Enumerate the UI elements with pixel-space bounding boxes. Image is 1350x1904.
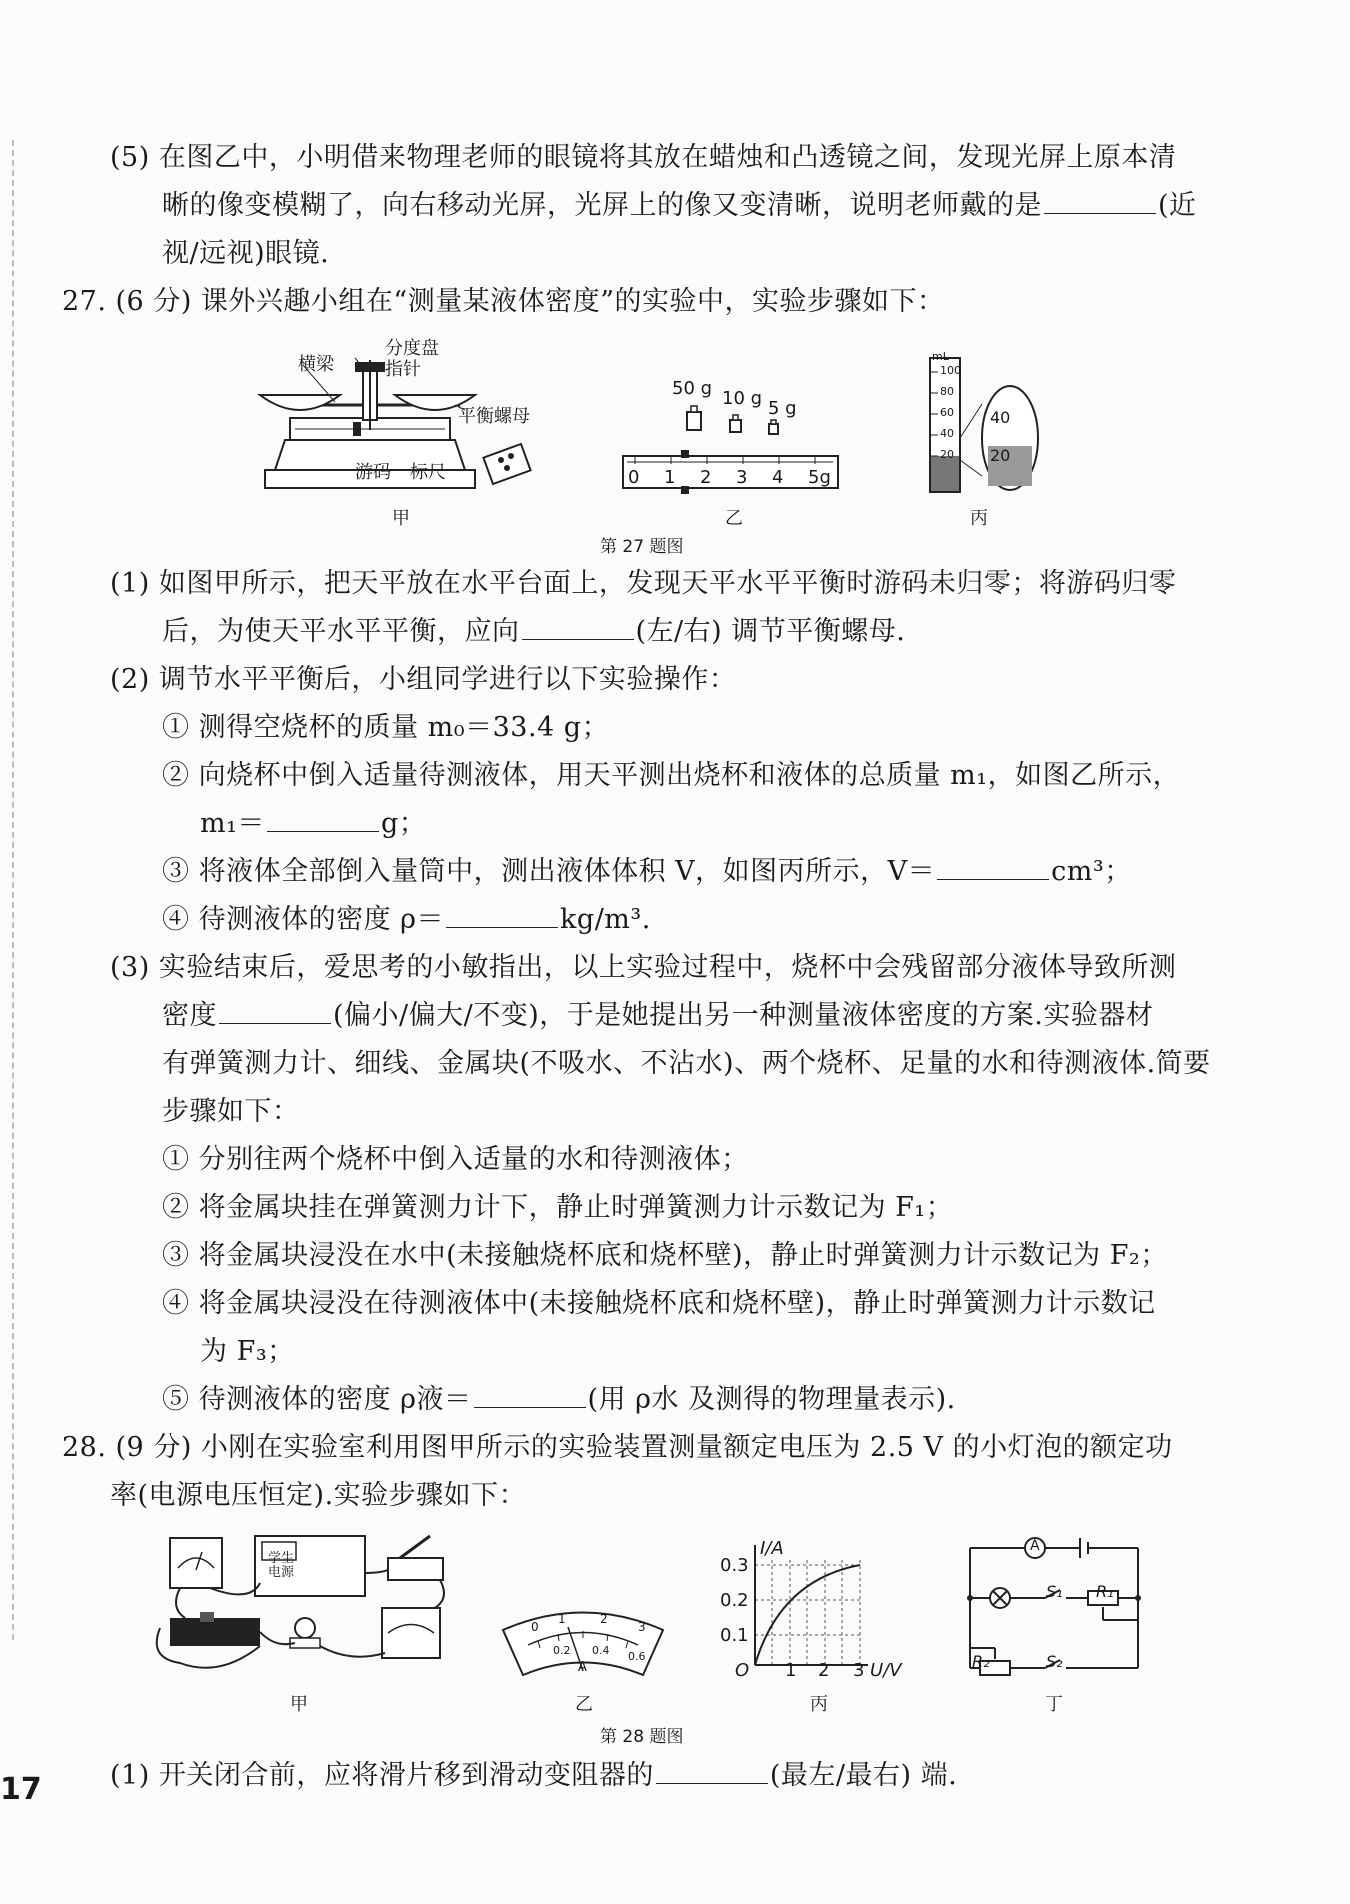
iu-graph: [740, 1540, 870, 1670]
page-number: 17: [0, 1772, 42, 1807]
resistor-r1-label: R₁: [1096, 1582, 1114, 1601]
fig27-yi-label: 乙: [725, 508, 743, 529]
fig27-bing-label: 丙: [970, 508, 988, 529]
q27-3-step4b: 为 F₃；: [200, 1336, 295, 1367]
dial-unit: A: [578, 1660, 587, 1675]
q27-3-step5: ⑤ 待测液体的密度 ρ液＝ (用 ρ水 及测得的物理量表示).: [162, 1384, 956, 1415]
q27-3-line3: 有弹簧测力计、细线、金属块(不吸水、不沾水)、两个烧杯、足量的水和待测液体.简要: [162, 1048, 1211, 1079]
scale-tick-0: 0: [628, 467, 640, 488]
label-youma: 游码: [355, 462, 391, 483]
ammeter-symbol-label: A: [1030, 1538, 1040, 1554]
answer-blank[interactable]: [446, 903, 558, 928]
scale-tick-4: 4: [772, 467, 784, 488]
cylinder-unit: mL: [932, 350, 949, 363]
answer-blank[interactable]: [522, 615, 634, 640]
dial-tick-2: 2: [600, 1612, 608, 1626]
q28-1-line1: (1) 开关闭合前，应将滑片移到滑动变阻器的 (最左/最右) 端.: [110, 1760, 958, 1791]
graph-origin: O: [735, 1660, 750, 1681]
q27-title: 27. (6 分) 课外兴趣小组在“测量某液体密度”的实验中，实验步骤如下：: [62, 286, 945, 317]
label-biaochi: 标尺: [410, 462, 446, 483]
weight-5g: 5 g: [768, 398, 797, 419]
scale-tick-1: 1: [664, 467, 676, 488]
label-hengliang: 横梁: [298, 354, 334, 375]
cylinder-figure: [920, 348, 1040, 498]
answer-blank[interactable]: [656, 1759, 768, 1784]
q27-3-step4: ④ 将金属块浸没在待测液体中(未接触烧杯底和烧杯壁)，静止时弹簧测力计示数记: [162, 1288, 1156, 1319]
q28-line1: 28. (9 分) 小刚在实验室利用图甲所示的实验装置测量额定电压为 2.5 V 的小灯泡的额定功: [62, 1432, 1173, 1463]
apparatus-figure: [150, 1528, 450, 1688]
dial-tick-0: 0: [531, 1620, 539, 1634]
graph-ylabel: I/A: [760, 1538, 784, 1559]
scale-tick-3: 3: [736, 467, 748, 488]
q27-2-step3: ③ 将液体全部倒入量筒中，测出液体体积 V，如图丙所示，V＝ cm³；: [162, 856, 1132, 887]
scale-tick-2: 2: [700, 467, 712, 488]
resistor-r2-label: R₂: [972, 1652, 990, 1671]
label-zhizhen: 指针: [385, 359, 421, 380]
cylinder-tick-20: 20: [940, 448, 954, 461]
graph-xlabel: U/V: [870, 1660, 902, 1681]
q27-3-line4: 步骤如下：: [162, 1096, 300, 1127]
label-fendupan: 分度盘: [385, 338, 439, 359]
fig28-caption: 第 28 题图: [600, 1727, 684, 1747]
graph-xtick-3: 3: [853, 1660, 865, 1681]
fig28-jia-label: 甲: [290, 1694, 308, 1715]
q27-2-intro: (2) 调节水平平衡后，小组同学进行以下实验操作：: [110, 664, 737, 695]
answer-blank[interactable]: [937, 855, 1049, 880]
cylinder-tick-60: 60: [940, 406, 954, 419]
answer-blank[interactable]: [1044, 189, 1156, 214]
q27-3-line2: 密度 (偏小/偏大/不变)，于是她提出另一种测量液体密度的方案.实验器材: [162, 1000, 1154, 1031]
q27-1-line2: 后，为使天平水平平衡，应向 (左/右) 调节平衡螺母.: [162, 616, 906, 647]
power-supply-label: 学生电源: [268, 1551, 295, 1580]
q27-3-step1: ① 分别往两个烧杯中倒入适量的水和待测液体；: [162, 1144, 749, 1175]
zoom-tick-40: 40: [990, 408, 1011, 427]
q27-3-step2: ② 将金属块挂在弹簧测力计下，静止时弹簧测力计示数记为 F₁；: [162, 1192, 954, 1223]
fig28-yi-label: 乙: [575, 1694, 593, 1715]
answer-blank[interactable]: [219, 999, 331, 1024]
switch-s1-label: S₁: [1046, 1582, 1063, 1601]
fig28-ding-label: 丁: [1045, 1694, 1063, 1715]
q28-line2: 率(电源电压恒定).实验步骤如下：: [110, 1480, 527, 1511]
dial-sub-0.2: 0.2: [553, 1644, 571, 1657]
q27-2-step2b: m₁＝ g；: [200, 808, 427, 839]
binding-line: [12, 140, 14, 1640]
zoom-tick-20: 20: [990, 446, 1011, 465]
cylinder-tick-100: 100: [940, 364, 961, 377]
dial-tick-3: 3: [638, 1620, 646, 1634]
q27-2-step1: ① 测得空烧杯的质量 m₀＝33.4 g；: [162, 712, 610, 743]
q26-5-line3: 视/远视)眼镜.: [162, 238, 330, 269]
graph-ytick-0.3: 0.3: [720, 1555, 749, 1576]
q27-1-line1: (1) 如图甲所示，把天平放在水平台面上，发现天平水平平衡时游码未归零；将游码归零: [110, 568, 1177, 599]
graph-xtick-1: 1: [785, 1660, 797, 1681]
q27-3-step3: ③ 将金属块浸没在水中(未接触烧杯底和烧杯壁)，静止时弹簧测力计示数记为 F₂；: [162, 1240, 1168, 1271]
weight-10g: 10 g: [722, 388, 763, 409]
dial-sub-0.4: 0.4: [592, 1644, 610, 1657]
graph-ytick-0.2: 0.2: [720, 1590, 749, 1611]
graph-ytick-0.1: 0.1: [720, 1625, 749, 1646]
label-pingheng: 平衡螺母: [458, 406, 530, 427]
scale-tick-5g: 5g: [808, 467, 831, 488]
fig27-caption: 第 27 题图: [600, 537, 684, 557]
cylinder-tick-40: 40: [940, 427, 954, 440]
graph-xtick-2: 2: [818, 1660, 830, 1681]
q26-5-line2: 晰的像变模糊了，向右移动光屏，光屏上的像又变清晰，说明老师戴的是 (近: [162, 190, 1197, 221]
switch-s2-label: S₂: [1046, 1652, 1063, 1671]
dial-tick-1: 1: [558, 1612, 566, 1626]
answer-blank[interactable]: [474, 1383, 586, 1408]
q27-2-step4: ④ 待测液体的密度 ρ＝ kg/m³.: [162, 904, 651, 935]
fig28-bing-label: 丙: [810, 1694, 828, 1715]
q27-3-line1: (3) 实验结束后，爱思考的小敏指出，以上实验过程中，烧杯中会残留部分液体导致所测: [110, 952, 1177, 983]
cylinder-tick-80: 80: [940, 385, 954, 398]
answer-blank[interactable]: [267, 807, 379, 832]
fig27-jia-label: 甲: [392, 508, 410, 529]
dial-sub-0.6: 0.6: [628, 1650, 646, 1663]
q26-5-line1: (5) 在图乙中，小明借来物理老师的眼镜将其放在蜡烛和凸透镜之间，发现光屏上原本清: [110, 142, 1177, 173]
weight-50g: 50 g: [672, 378, 713, 399]
q27-2-step2: ② 向烧杯中倒入适量待测液体，用天平测出烧杯和液体的总质量 m₁，如图乙所示，: [162, 760, 1181, 791]
